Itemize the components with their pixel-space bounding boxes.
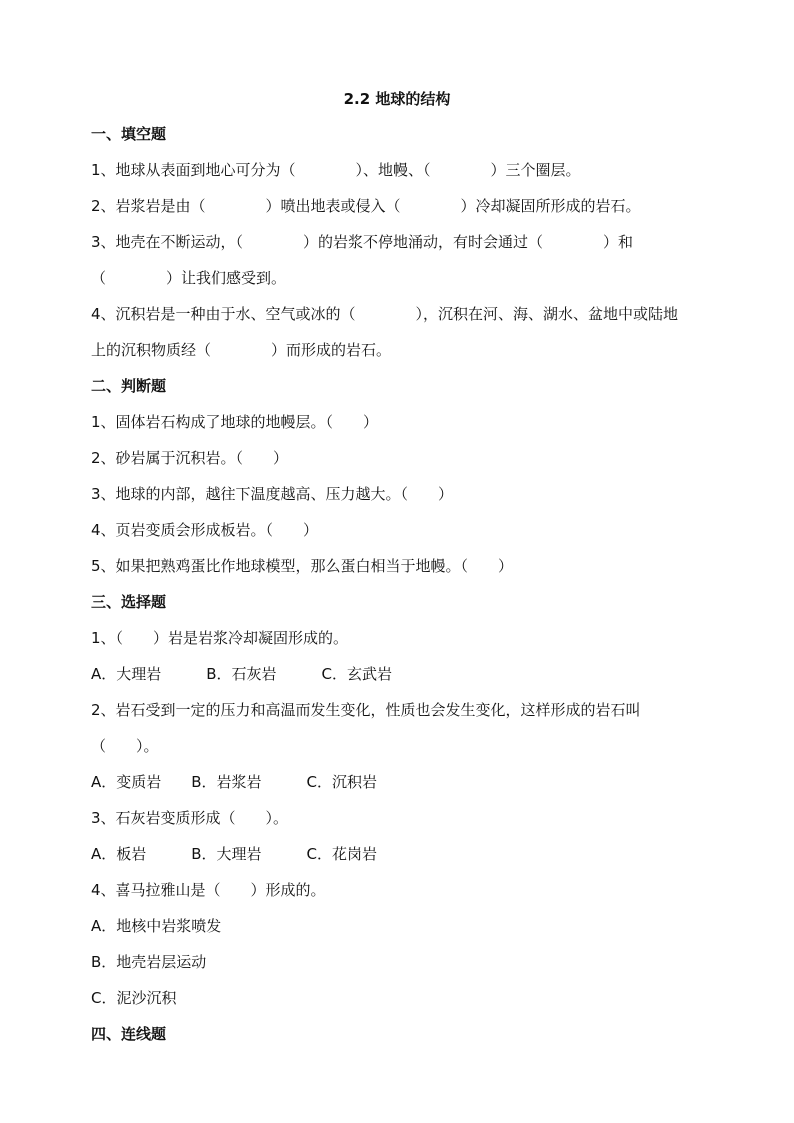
choice-question-2-line-2: （ ）。 [91, 737, 159, 755]
choice-question-2-options: A．变质岩 B．岩浆岩 C．沉积岩 [91, 773, 378, 791]
section-heading-true-false: 二、判断题 [91, 377, 167, 395]
judge-question-5: 5、如果把熟鸡蛋比作地球模型，那么蛋白相当于地幔。（ ） [91, 557, 514, 575]
fill-question-4-line-1: 4、沉积岩是一种由于水、空气或冰的（ ），沉积在河、海、湖水、盆地中或陆地 [91, 305, 679, 323]
section-heading-matching: 四、连线题 [91, 1025, 167, 1043]
choice-question-4-option-b: B．地壳岩层运动 [91, 953, 207, 971]
choice-question-3: 3、石灰岩变质形成（ ）。 [91, 809, 289, 827]
fill-question-1: 1、地球从表面到地心可分为（ ）、地幔、（ ）三个圈层。 [91, 161, 581, 179]
judge-question-3: 3、地球的内部，越往下温度越高、压力越大。（ ） [91, 485, 454, 503]
choice-question-3-options: A．板岩 B．大理岩 C．花岗岩 [91, 845, 378, 863]
choice-question-4-option-a: A．地核中岩浆喷发 [91, 917, 222, 935]
choice-question-4: 4、喜马拉雅山是（ ）形成的。 [91, 881, 326, 899]
fill-question-2: 2、岩浆岩是由（ ）喷出地表或侵入（ ）冷却凝固所形成的岩石。 [91, 197, 641, 215]
judge-question-1: 1、固体岩石构成了地球的地幔层。（ ） [91, 413, 379, 431]
section-heading-fill-blank: 一、填空题 [91, 125, 167, 143]
choice-question-2-line-1: 2、岩石受到一定的压力和高温而发生变化，性质也会发生变化，这样形成的岩石叫 [91, 701, 641, 719]
fill-question-4-line-2: 上的沉积物质经（ ）而形成的岩石。 [91, 341, 392, 359]
choice-question-4-option-c: C．泥沙沉积 [91, 989, 177, 1007]
fill-question-3-line-1: 3、地壳在不断运动，（ ）的岩浆不停地涌动，有时会通过（ ）和 [91, 233, 634, 251]
fill-question-3-line-2: （ ）让我们感受到。 [91, 269, 287, 287]
page-title: 2.2 地球的结构 [343, 90, 451, 108]
section-heading-multiple-choice: 三、选择题 [91, 593, 167, 611]
judge-question-4: 4、页岩变质会形成板岩。（ ） [91, 521, 319, 539]
judge-question-2: 2、砂岩属于沉积岩。（ ） [91, 449, 289, 467]
choice-question-1-options: A．大理岩 B．石灰岩 C．玄武岩 [91, 665, 393, 683]
choice-question-1: 1、（ ）岩是岩浆冷却凝固形成的。 [91, 629, 349, 647]
